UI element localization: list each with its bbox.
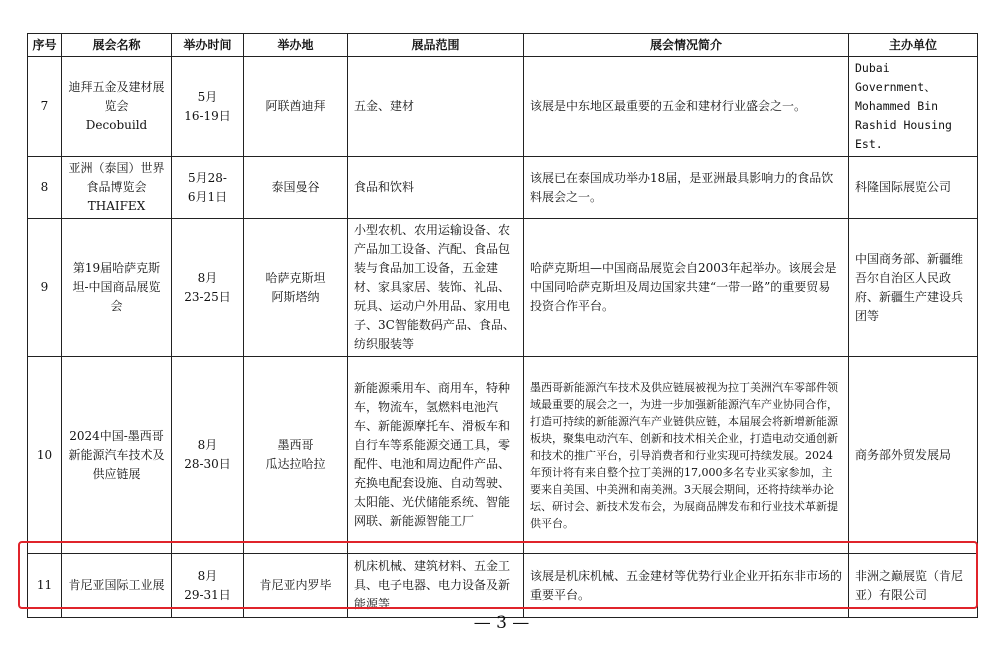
cell-organizer: 商务部外贸发展局 xyxy=(849,357,978,554)
header-organizer: 主办单位 xyxy=(849,34,978,57)
page-number: — 3 — xyxy=(473,613,530,633)
header-time: 举办时间 xyxy=(172,34,244,57)
cell-scope: 新能源乘用车、商用车，特种车，物流车，氢燃料电池汽车、新能源摩托车、滑板车和自行车等系能源交通工具，零配件、电池和周边配件产品、充换电配套设施、自动驾驶、太阳能、光伏储能系统、智能网联、新能源智能工厂 xyxy=(348,357,524,554)
cell-time: 8月 23-25日 xyxy=(172,219,244,357)
cell-scope: 机床机械、建筑材料、五金工具、电子电器、电力设备及新能源等 xyxy=(348,554,524,618)
cell-organizer: 非洲之巅展览（肯尼亚）有限公司 xyxy=(849,554,978,618)
header-no: 序号 xyxy=(28,34,62,57)
cell-no: 7 xyxy=(28,57,62,157)
cell-intro: 哈萨克斯坦—中国商品展览会自2003年起举办。该展会是中国同哈萨克斯坦及周边国家共建“一带一路”的重要贸易投资合作平台。 xyxy=(524,219,849,357)
table-row xyxy=(28,357,978,554)
cell-scope: 食品和饮料 xyxy=(348,157,524,219)
cell-intro: 墨西哥新能源汽车技术及供应链展被视为拉丁美洲汽车零部件领域最重要的展会之一，为进一步加强新能源汽车产业协同合作，打造可持续的新能源汽车产业链供应链，本届展会将新增新能源板块，聚集电动汽车、创新和技术相关企业，打造电动交通创新和技术的推广平台，引导消费者和行业实现可持续发展。2024年预计将有来自整个拉丁美洲的17,000多名专业买家参加，主要来自美国、中美洲和南美洲。3天展会期间，还将持续举办论坛、研讨会、新技术发布会，为展商品牌发布和行业技术革新提供平台。 xyxy=(524,357,849,554)
cell-name: 迪拜五金及建材展览会 Decobuild xyxy=(62,57,172,157)
cell-place: 肯尼亚内罗毕 xyxy=(244,554,348,618)
cell-name: 2024中国-墨西哥新能源汽车技术及供应链展 xyxy=(62,357,172,554)
table-header-row xyxy=(28,34,978,57)
table-row xyxy=(28,219,978,357)
cell-time: 5月 16-19日 xyxy=(172,57,244,157)
cell-place: 阿联酋迪拜 xyxy=(244,57,348,157)
cell-time: 8月 29-31日 xyxy=(172,554,244,618)
cell-place: 墨西哥 瓜达拉哈拉 xyxy=(244,357,348,554)
cell-no: 10 xyxy=(28,357,62,554)
cell-name: 亚洲（泰国）世界食品博览会 THAIFEX xyxy=(62,157,172,219)
cell-time: 8月 28-30日 xyxy=(172,357,244,554)
cell-name: 第19届哈萨克斯坦-中国商品展览会 xyxy=(62,219,172,357)
header-scope: 展品范围 xyxy=(348,34,524,57)
table-row xyxy=(28,57,978,157)
cell-time: 5月28- 6月1日 xyxy=(172,157,244,219)
cell-name: 肯尼亚国际工业展 xyxy=(62,554,172,618)
cell-place: 哈萨克斯坦 阿斯塔纳 xyxy=(244,219,348,357)
header-name: 展会名称 xyxy=(62,34,172,57)
table-row xyxy=(28,554,978,618)
cell-place: 泰国曼谷 xyxy=(244,157,348,219)
header-intro: 展会情况简介 xyxy=(524,34,849,57)
cell-no: 8 xyxy=(28,157,62,219)
cell-scope: 小型农机、农用运输设备、农产品加工设备、汽配、食品包装与食品加工设备，五金建材、家具家居、装饰、礼品、玩具、运动户外用品、家用电子、3C智能数码产品、食品、纺织服装等 xyxy=(348,219,524,357)
cell-organizer: 中国商务部、新疆维吾尔自治区人民政府、新疆生产建设兵团等 xyxy=(849,219,978,357)
cell-intro: 该展是机床机械、五金建材等优势行业企业开拓东非市场的重要平台。 xyxy=(524,554,849,618)
cell-intro: 该展已在泰国成功举办18届，是亚洲最具影响力的食品饮料展会之一。 xyxy=(524,157,849,219)
cell-intro: 该展是中东地区最重要的五金和建材行业盛会之一。 xyxy=(524,57,849,157)
cell-scope: 五金、建材 xyxy=(348,57,524,157)
table-row xyxy=(28,157,978,219)
cell-no: 11 xyxy=(28,554,62,618)
exhibition-table xyxy=(27,33,978,618)
cell-organizer: 科隆国际展览公司 xyxy=(849,157,978,219)
cell-no: 9 xyxy=(28,219,62,357)
header-place: 举办地 xyxy=(244,34,348,57)
cell-organizer: Dubai Government、 Mohammed Bin Rashid Housing Est. xyxy=(849,57,978,157)
